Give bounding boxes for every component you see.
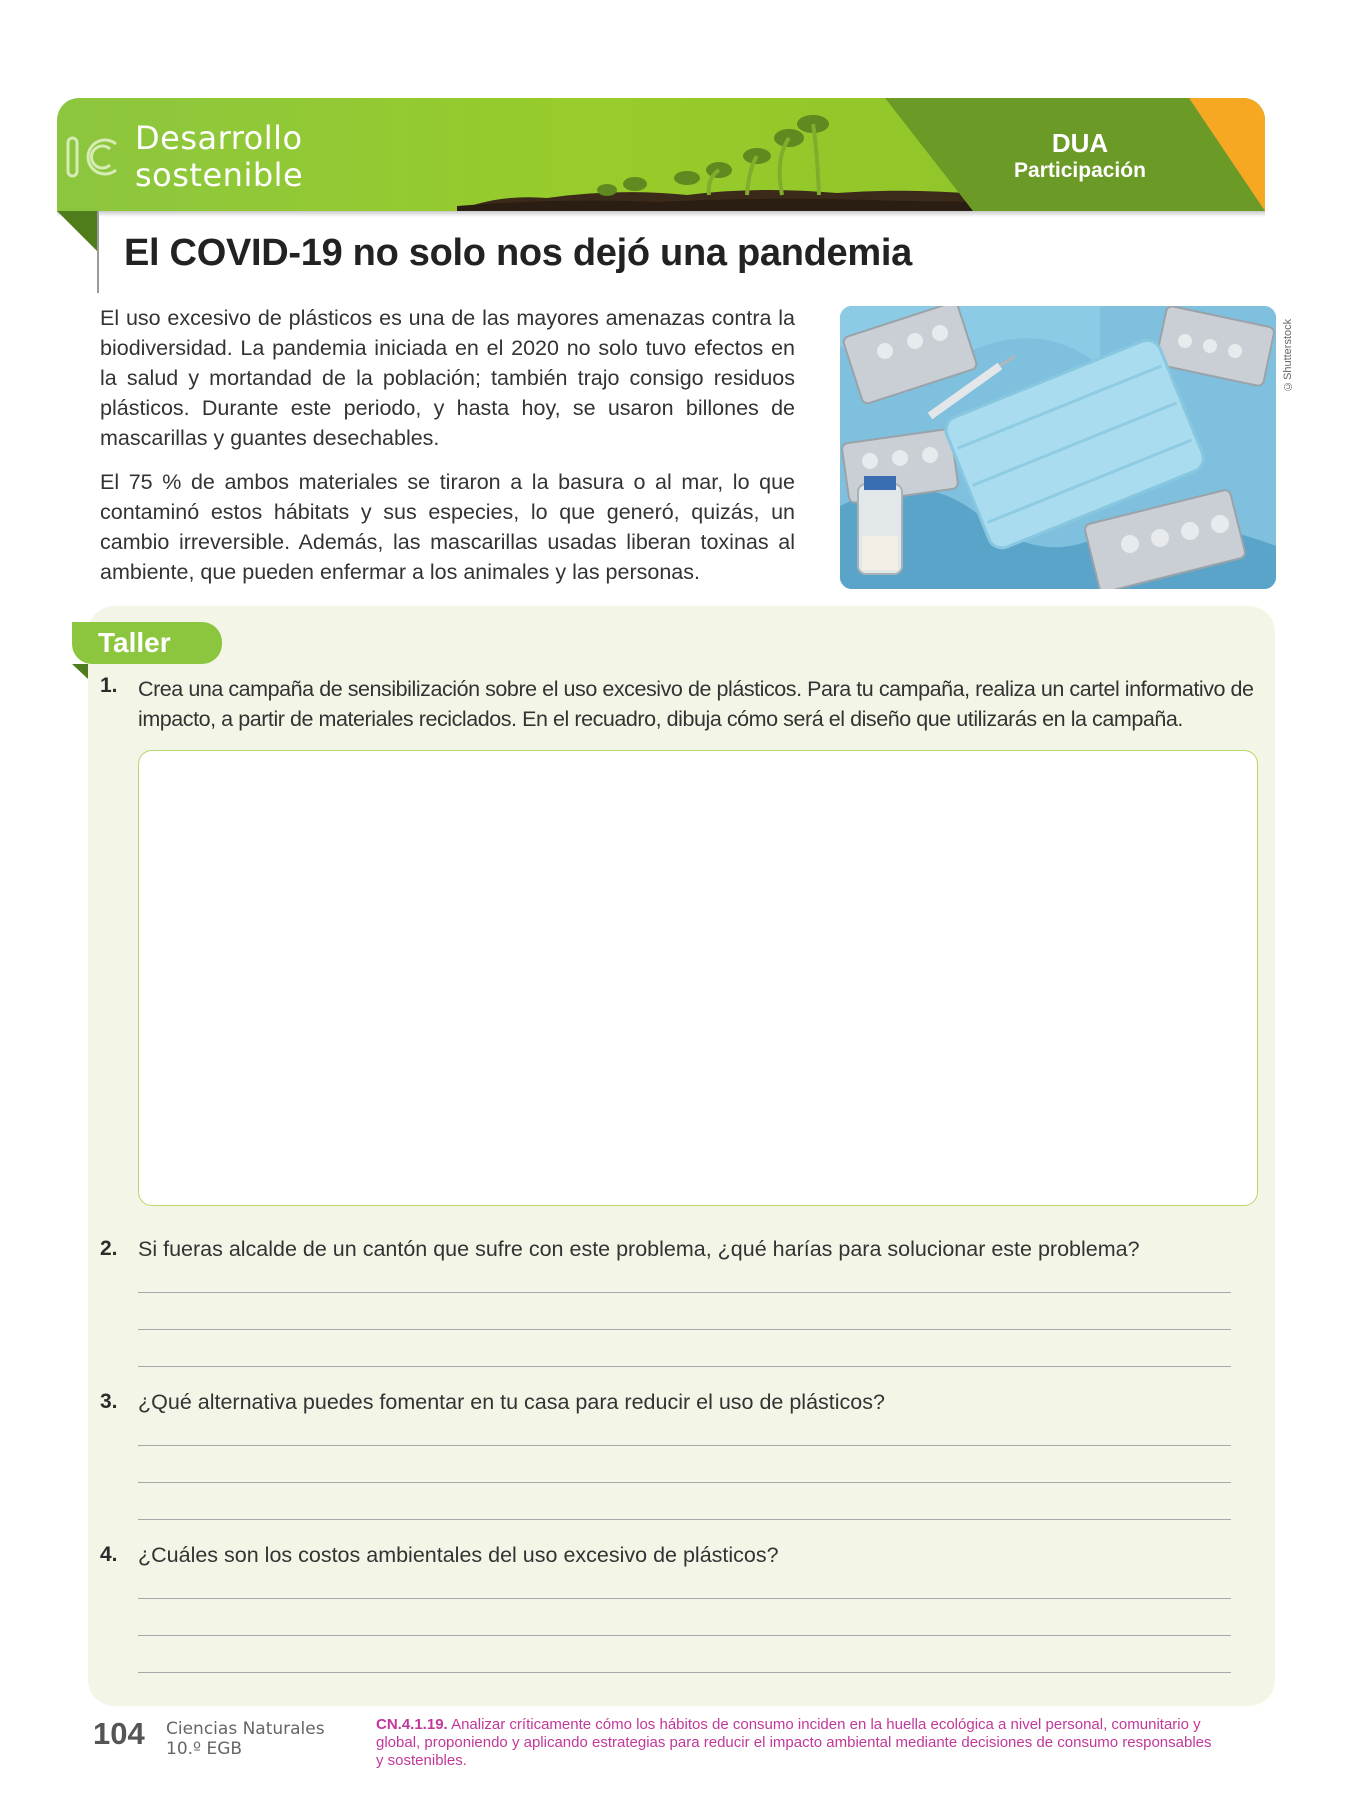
answer-line[interactable] — [138, 1292, 1231, 1293]
answer-line[interactable] — [138, 1519, 1231, 1520]
answer-line[interactable] — [138, 1635, 1231, 1636]
section-title-line1: Desarrollo — [135, 119, 303, 157]
article-paragraph-2: El 75 % de ambos materiales se tiraron a la basura o al mar, lo que contaminó estos hábitats y sus especies, lo que generó, quizás, un cambio irreversible. Además, las mascarillas usadas liberan toxinas al ambiente, que pueden enfermar a los animales y las personas. — [100, 470, 795, 584]
question-1-number: 1. — [100, 674, 118, 697]
page-number: 104 — [93, 1716, 145, 1751]
answer-line[interactable] — [138, 1482, 1231, 1483]
curriculum-text: Analizar críticamente cómo los hábitos de consumo inciden en la huella ecológica a nivel personal, comunitario y global, proponiendo y aplicando estrategias para reducir el impacto ambiental mediante decisiones de consumo responsables y sostenibles. — [376, 1716, 1212, 1769]
question-4-number: 4. — [100, 1543, 118, 1566]
ic-logo-icon — [64, 135, 124, 179]
curriculum-note — [376, 1716, 1216, 1770]
dua-badge — [990, 128, 1170, 184]
question-3-number: 3. — [100, 1390, 118, 1413]
subject-line1: Ciencias Naturales — [166, 1719, 325, 1739]
answer-line[interactable] — [138, 1329, 1231, 1330]
answer-line[interactable] — [138, 1672, 1231, 1673]
photo-credit: ©Shutterstock — [1282, 318, 1294, 392]
question-2-number: 2. — [100, 1237, 118, 1260]
section-title-line2: sostenible — [135, 156, 304, 194]
subject-label — [166, 1719, 325, 1759]
answer-line[interactable] — [138, 1366, 1231, 1367]
dua-subtitle: Participación — [1014, 159, 1146, 182]
question-2-text: Si fueras alcalde de un cantón que sufre con este problema, ¿qué harías para solucionar este problema? — [138, 1237, 1140, 1261]
section-title — [135, 120, 303, 194]
banner-shadow — [57, 211, 1265, 217]
drawing-box[interactable] — [138, 750, 1258, 1206]
question-1-text: Crea una campaña de sensibilización sobre el uso excesivo de plásticos. Para tu campaña, realiza un cartel informativo de impacto, a partir de materiales reciclados. En el recuadro, dibuja cómo será el diseño que utilizarás en la campaña. — [138, 677, 1254, 731]
masks-and-pills-photo — [840, 306, 1276, 589]
dua-title: DUA — [1051, 128, 1109, 158]
taller-label: Taller — [98, 627, 171, 658]
banner-fold — [57, 211, 97, 251]
curriculum-code: CN.4.1.19. — [376, 1716, 448, 1733]
title-rule — [97, 211, 99, 293]
answer-line[interactable] — [138, 1445, 1231, 1446]
subject-line2: 10.º EGB — [166, 1739, 243, 1759]
article-paragraph-1: El uso excesivo de plásticos es una de las mayores amenazas contra la biodiversidad. La pandemia iniciada en el 2020 no solo tuvo efectos en la salud y mortandad de la población; también trajo consigo residuos plásticos. Durante este periodo, y hasta hoy, se usaron billones de mascarillas y guantes desechables. — [100, 306, 795, 450]
question-4-text: ¿Cuáles son los costos ambientales del uso excesivo de plásticos? — [138, 1543, 779, 1567]
article-title: El COVID-19 no solo nos dejó una pandemia — [124, 232, 912, 274]
question-3-text: ¿Qué alternativa puedes fomentar en tu casa para reducir el uso de plásticos? — [138, 1390, 885, 1414]
taller-tab-fold — [72, 664, 88, 679]
answer-line[interactable] — [138, 1598, 1231, 1599]
